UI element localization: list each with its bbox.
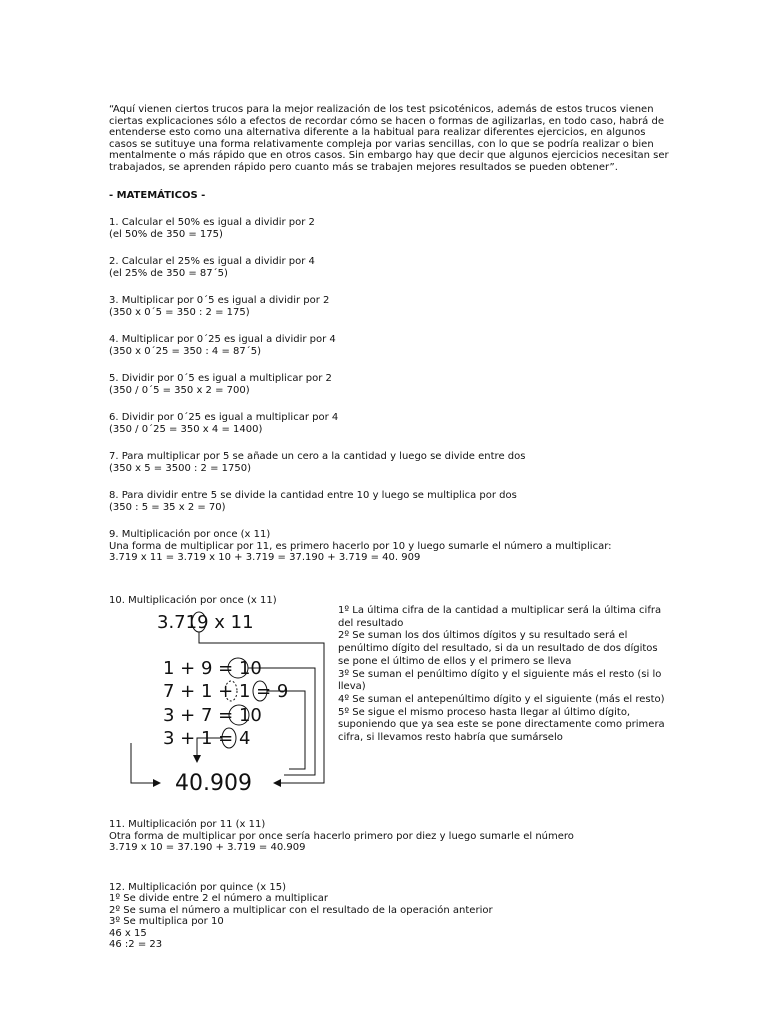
item-title: 2. Calcular el 25% es igual a dividir por 4 (109, 256, 315, 268)
item-example: (350 x 0´5 = 350 : 2 = 175) (109, 306, 250, 318)
item-description: Una forma de multiplicar por 11, es primero hacerlo por 10 y luego sumarle el número a multiplicar: (109, 540, 612, 552)
item-title: 11. Multiplicación por 11 (x 11) (109, 819, 266, 830)
item-title: 8. Para dividir entre 5 se divide la cantidad entre 10 y luego se multiplica por dos (109, 490, 517, 502)
item-example: (el 50% de 350 = 175) (109, 228, 223, 240)
item-line: 46 :2 = 23 (109, 939, 163, 950)
arrow-head (273, 779, 281, 787)
step-text: 5º Se sigue el mismo proceso hasta llegar al último dígito, suponiendo que ya sea este se pone directamente como primera cifra, si llevamos resto habría que sumárselo (338, 706, 665, 744)
item-title: 9. Multiplicación por once (x 11) (109, 529, 271, 541)
list-item-9 (109, 529, 669, 564)
diagram-header: 3.719 x 11 (157, 612, 254, 633)
item-title: 1. Calcular el 50% es igual a dividir por 2 (109, 217, 315, 229)
diagram-row: 1 + 9 = 10 (163, 658, 262, 679)
list-item (109, 217, 669, 240)
item-title: 6. Dividir por 0´25 es igual a multiplicar por 4 (109, 412, 339, 424)
item-description: Otra forma de multiplicar por once sería hacerlo primero por diez y luego sumarle el número (109, 830, 574, 842)
list-item-12 (109, 882, 669, 951)
diagram-row: 3 + 1 = 4 (163, 728, 251, 749)
item-example: (350 x 0´25 = 350 : 4 = 87´5) (109, 345, 261, 357)
item-title: 12. Multiplicación por quince (x 15) (109, 881, 286, 893)
item-title: 5. Dividir por 0´5 es igual a multiplicar por 2 (109, 373, 332, 385)
list-item-10 (109, 595, 669, 805)
diagram-result: 40.909 (175, 771, 252, 796)
list-item (109, 373, 669, 396)
item-example: 3.719 x 10 = 37.190 + 3.719 = 40.909 (109, 842, 306, 853)
item-example: (el 25% de 350 = 87´5) (109, 267, 228, 279)
document-body (109, 104, 669, 564)
lower-section (109, 819, 669, 951)
connector-line (131, 743, 154, 783)
step-text: 3º Se suman el penúltimo dígito y el siguiente más el resto (si lo lleva) (338, 668, 662, 693)
item-line: 1º Se divide entre 2 el número a multiplicar (109, 893, 328, 904)
item-title: 4. Multiplicar por 0´25 es igual a dividir por 4 (109, 334, 336, 346)
steps-list (338, 605, 668, 745)
section-heading: - MATEMÁTICOS - (109, 189, 206, 201)
intro-paragraph: “Aquí vienen ciertos trucos para la mejor realización de los test psicoténicos, además de estos trucos vienen ciertas explicaciones sólo a efectos de recordar cómo se hacen o formas de agilizarlas, en todo caso, habrá de entenderse esto como una alternativa diferente a la habitual para realizar diferentes ejercicios, en algunos casos se sutituye una forma relativamente compleja por varias sencillas, con lo que se podría realizar o bien mentalmente o más rápido que en otros casos. Sin embargo hay que decir que algunos ejercicios necesitan ser trabajados, se aprenden rápido pero cuanto más se trabajen mejores resultados se pueden obtener”. (109, 104, 669, 173)
arrow-head (193, 755, 201, 763)
list-item (109, 334, 669, 357)
item-example: (350 / 0´25 = 350 x 4 = 1400) (109, 423, 263, 435)
item-example: (350 x 5 = 3500 : 2 = 1750) (109, 462, 251, 474)
item-line: 46 x 15 (109, 927, 147, 939)
step-text: 4º Se suman el antepenúltimo dígito y el siguiente (más el resto) (338, 693, 665, 705)
diagram-row: 3 + 7 = 10 (163, 705, 262, 726)
item-title: 7. Para multiplicar por 5 se añade un cero a la cantidad y luego se divide entre dos (109, 451, 526, 463)
diagram-row: 7 + 1 + 1 = 9 (163, 681, 289, 702)
list-item (109, 451, 669, 474)
item-example: 3.719 x 11 = 3.719 x 10 + 3.719 = 37.190 + 3.719 = 40. 909 (109, 552, 421, 564)
step-text: 1º La última cifra de la cantidad a multiplicar será la última cifra del resultado (338, 605, 662, 629)
list-item (109, 490, 669, 513)
item-line: 3º Se multiplica por 10 (109, 916, 224, 927)
item-example: (350 / 0´5 = 350 x 2 = 700) (109, 384, 250, 396)
multiplication-diagram (109, 595, 349, 805)
item-line: 2º Se suma el número a multiplicar con el resultado de la operación anterior (109, 904, 493, 916)
list-item (109, 412, 669, 435)
item-example: (350 : 5 = 35 x 2 = 70) (109, 501, 226, 513)
arrow-head (153, 779, 161, 787)
item-title: 10. Multiplicación por once (x 11) (109, 595, 277, 606)
item-title: 3. Multiplicar por 0´5 es igual a dividir por 2 (109, 295, 330, 307)
list-item (109, 256, 669, 279)
step-text: 2º Se suman los dos últimos dígitos y su resultado será el penúltimo dígito del resultado, si da un resultado de dos dígitos se pone el último de ellos y el primero se lleva (338, 630, 658, 667)
list-item (109, 295, 669, 318)
connector-line (267, 691, 305, 769)
list-item-11 (109, 819, 669, 854)
